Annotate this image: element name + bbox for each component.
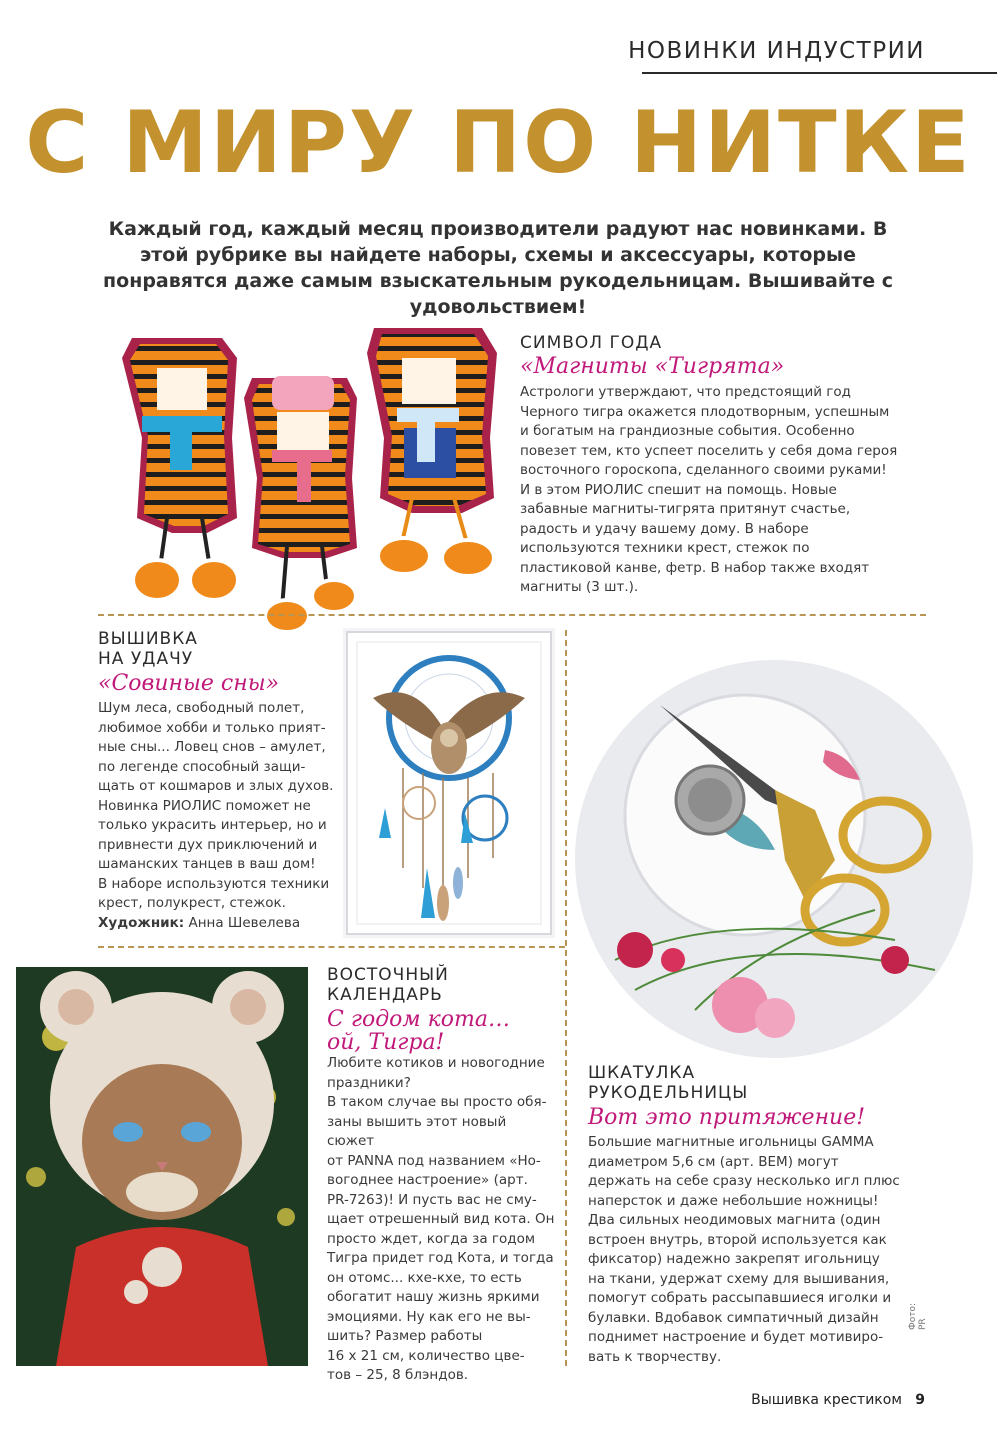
cat-category-1: ВОСТОЧНЫЙ: [327, 965, 449, 985]
owls-category-1: ВЫШИВКА: [98, 629, 198, 649]
needles-category-1: ШКАТУЛКА: [588, 1063, 696, 1083]
page-headline: С МИРУ ПО НИТКЕ: [25, 93, 972, 193]
tiger-magnets-photo: [112, 318, 507, 638]
lead-paragraph: Каждый год, каждый месяц производители радуют нас новинками. В этой рубрике вы найдете наборы, схемы и аксессуары, которые понравятся даже самым взыскательным рукодельницам. Вышивайте с удовольствием!: [103, 218, 893, 318]
divider-top: [98, 614, 926, 616]
owls-title: «Совиные сны»: [98, 671, 280, 696]
artist-name: Анна Шевелева: [188, 914, 301, 931]
magnetic-needle-holder-photo: [575, 660, 973, 1058]
tiger-magnet-3: [367, 328, 497, 576]
owl-dreamcatcher-photo: [343, 628, 555, 938]
section-rule: [642, 72, 997, 74]
magazine-name: Вышивка крестиком: [751, 1392, 902, 1408]
section-label: НОВИНКИ ИНДУСТРИИ: [628, 38, 925, 64]
artist-label: Художник:: [98, 914, 185, 931]
page-number: 9: [915, 1392, 925, 1408]
photo-credit: Фото: PR: [908, 1302, 928, 1330]
cat-category-2: КАЛЕНДАРЬ: [327, 985, 443, 1005]
needles-title: Вот это притяжение!: [588, 1105, 866, 1130]
divider-middle: [98, 946, 565, 948]
tigers-category: СИМВОЛ ГОДА: [520, 333, 663, 353]
tigers-title: «Магниты «Тигрята»: [520, 354, 785, 379]
tiger-magnet-2: [244, 376, 357, 632]
cat-cross-stitch-photo: [16, 967, 308, 1366]
page-footer: [751, 1392, 925, 1408]
cat-title-line-2: ой, Тигра!: [327, 1030, 445, 1055]
owls-body: Шум леса, свободный полет, любимое хобби и только прият- ные сны... Ловец снов – амулет, по легенде способный защи- щать от кошмаров и злых духов. Новинка РИОЛИС поможет не только украсить интерьер, но и привнести дух приключений и шаманских танцев в ваш дом! В наборе используются техники крест, полукрест, стежок. Художник: Анна Шевелева: [98, 700, 334, 931]
divider-vertical: [565, 630, 567, 1366]
needles-body: Большие магнитные игольницы GAMMA диаметром 5,6 см (арт. BEM) могут держать на себе сразу несколько игл плюс наперсток и даже небольшие ножницы! Два сильных неодимовых магнита (один встроен внутрь, второй используется как фиксатор) надежно закрепят игольницу на ткани, удержат схему для вышивания, помогут собрать рассыпавшиеся иголки и булавки. Вдобавок симпатичный дизайн поднимет настроение и будет мотивиро- вать к творчеству.: [588, 1134, 900, 1365]
owls-category-2: НА УДАЧУ: [98, 649, 194, 669]
cat-title-line-1: С годом кота…: [327, 1007, 510, 1032]
needles-category-2: РУКОДЕЛЬНИЦЫ: [588, 1083, 749, 1103]
tiger-magnet-1: [122, 338, 238, 600]
cat-body: Любите котиков и новогодние праздники? В таком случае вы просто обя- заны вышить этот новый сюжет от PANNA под названием «Но- вогоднее настроение» (арт. PR-7263)! И пусть вас не сму- щает отрешенный вид кота. Он просто ждет, когда за годом Тигра придет год Кота, и тогда он отомс... кхе-кхе, то есть обогатит нашу жизнь яркими эмоциями. Ну как его не вы- шить? Размер работы 16 х 21 см, количество цве- тов – 25, 8 блэндов.: [327, 1055, 555, 1383]
tigers-body: Астрологи утверждают, что предстоящий год Черного тигра окажется плодотворным, успешным и богатым на грандиозные события. Особенно повезет тем, кто успеет поселить у себя дома героя восточного гороскопа, сделанного своими руками! И в этом РИОЛИС спешит на помощь. Новые забавные магниты-тигрята притянут счастье, радость и удачу вашему дому. В наборе используются техники крест, стежок по пластиковой канве, фетр. В набор также входят магниты (3 шт.).: [520, 384, 898, 595]
